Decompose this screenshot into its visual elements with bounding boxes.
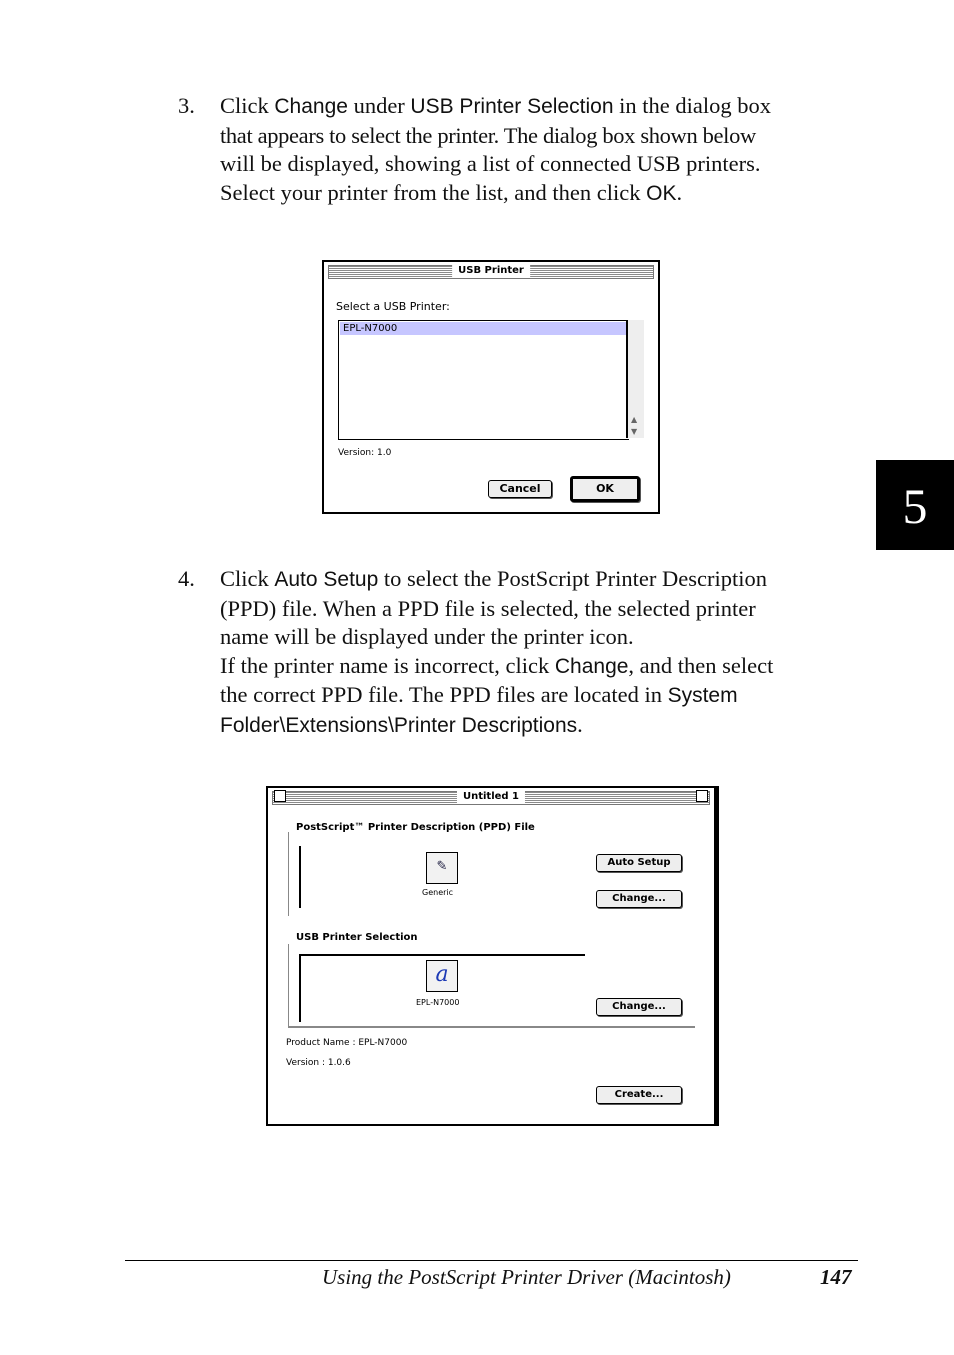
ppd-file-icon: ✎ <box>426 852 458 884</box>
version-label: Version : 1.0.6 <box>286 1058 351 1068</box>
title-bar[interactable]: Untitled 1 <box>272 791 710 805</box>
ui-term-change: Change <box>274 95 348 118</box>
usb-icon-label: EPL-N7000 <box>416 998 460 1007</box>
ui-term-change: Change <box>554 654 629 678</box>
zoom-box-icon[interactable] <box>696 790 708 802</box>
scroll-up-arrow-icon[interactable]: ▲ <box>631 415 638 424</box>
close-box-icon[interactable] <box>274 790 286 802</box>
ui-term-ok: OK <box>646 181 677 205</box>
page-number: 147 <box>820 1265 852 1289</box>
usb-printer-dialog <box>322 260 660 514</box>
create-button[interactable]: Create... <box>596 1086 682 1104</box>
ppd-display <box>299 846 301 908</box>
usb-section-label: USB Printer Selection <box>296 932 418 943</box>
ui-term-path: Folder\Extensions\Printer Descriptions <box>220 713 578 737</box>
step-text: Click Auto Setup to select the PostScript Printer Description (PPD) file. When a PPD file is selected, the selected printer name will be displayed under the printer icon. If the printer name is incorrect, click Change, and then select the correct PPD file. The PPD files are located in System Folder\Extensions\Printer Descriptions. <box>220 566 774 737</box>
step-text: Click Change under USB Printer Selection in the dialog box that appears to select the printer. The dialog box shown below will be displayed, showing a list of connected USB printers. Select your printer from the list, and then click OK. <box>220 93 771 205</box>
footer-rule <box>125 1260 858 1261</box>
ui-term-usb-printer-selection: USB Printer Selection <box>410 95 614 118</box>
version-label: Version: 1.0 <box>338 448 392 458</box>
step-number: 3. <box>178 93 195 118</box>
footer-title: Using the PostScript Printer Driver (Macintosh) <box>322 1265 731 1289</box>
ui-term-auto-setup: Auto Setup <box>274 568 379 591</box>
product-name-label: Product Name : EPL-N7000 <box>286 1038 408 1048</box>
list-scrollbar[interactable] <box>626 320 644 438</box>
ok-button[interactable]: OK <box>570 476 640 502</box>
printer-list-item[interactable]: EPL-N7000 <box>340 322 628 335</box>
ppd-icon-label: Generic <box>422 888 454 897</box>
step-number: 4. <box>178 566 195 591</box>
ppd-section-label: PostScript™ Printer Description (PPD) File <box>296 822 535 833</box>
printer-list[interactable] <box>338 320 629 440</box>
ui-term-system: System <box>667 684 738 707</box>
cancel-button[interactable]: Cancel <box>488 480 552 498</box>
title-bar[interactable]: USB Printer <box>328 265 654 279</box>
auto-setup-button[interactable]: Auto Setup <box>596 854 682 872</box>
untitled-window <box>266 786 719 1126</box>
change-ppd-button[interactable]: Change... <box>596 890 682 908</box>
chapter-tab: 5 <box>876 460 954 550</box>
usb-printer-icon: a <box>426 960 458 992</box>
change-usb-button[interactable]: Change... <box>596 998 682 1016</box>
scroll-down-arrow-icon[interactable]: ▼ <box>631 427 638 436</box>
select-prompt: Select a USB Printer: <box>336 300 450 313</box>
